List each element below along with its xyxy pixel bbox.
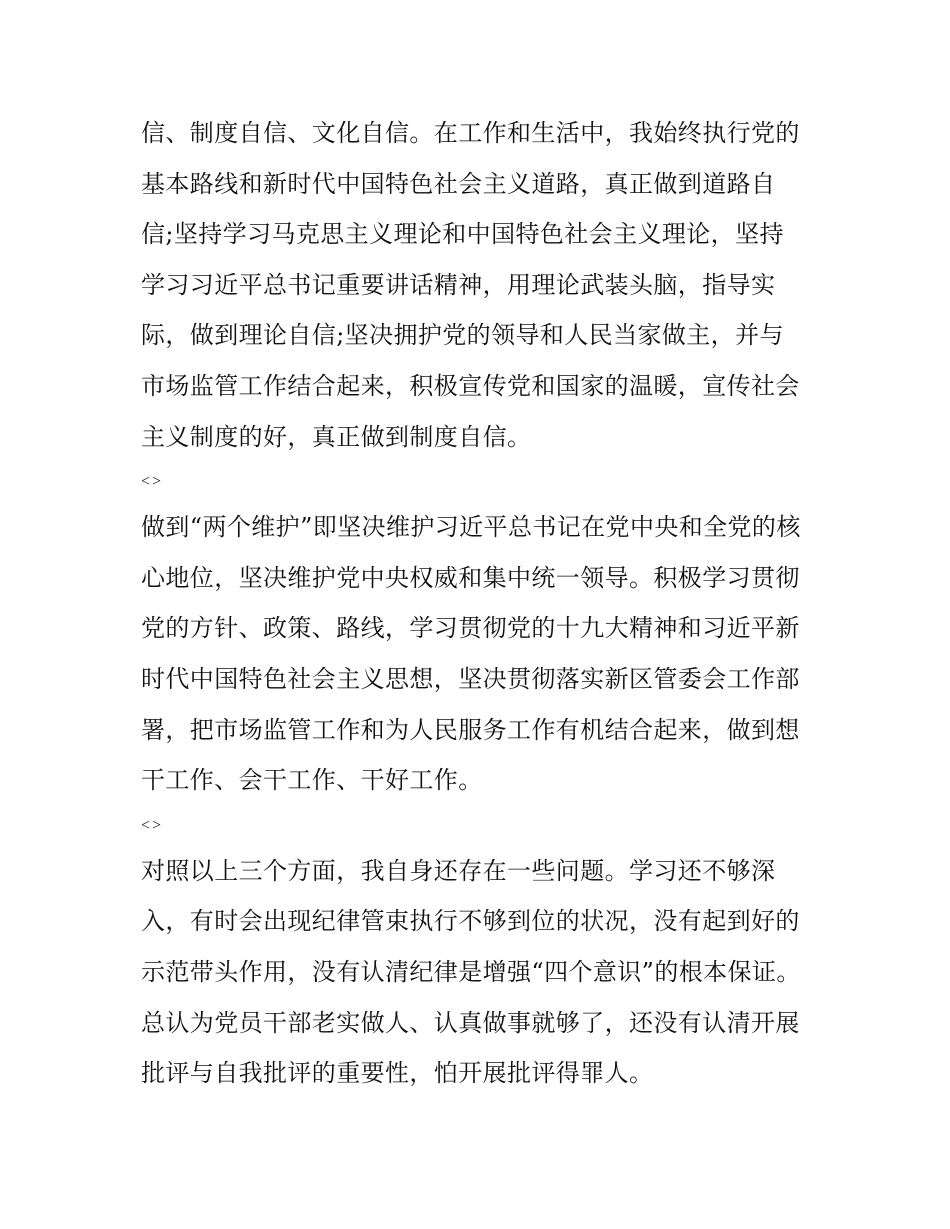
text-line: 署，把市场监管工作和为人民服务工作有机结合起来，做到想	[141, 715, 800, 744]
text-line: 信;坚持学习马克思主义理论和中国特色社会主义理论，坚持	[141, 220, 784, 249]
text-line: 主义制度的好，真正做到制度自信。	[141, 422, 532, 451]
text-line: 心地位，坚决维护党中央权威和集中统一领导。积极学习贯彻	[141, 563, 800, 592]
document-body	[141, 108, 821, 1099]
text-line: 对照以上三个方面，我自身还存在一些问题。学习还不够深	[141, 856, 776, 885]
text-line: 党的方针、政策、路线，学习贯彻党的十九大精神和习近平新	[141, 614, 800, 643]
text-line: 总认为党员干部老实做人、认真做事就够了，还没有认清开展	[141, 1008, 800, 1037]
text-line: 市场监管工作结合起来，积极宣传党和国家的温暖，宣传社会	[141, 371, 800, 400]
paragraph-2	[141, 502, 821, 806]
text-line: 学习习近平总书记重要讲话精神，用理论武装头脑，指导实	[141, 270, 776, 299]
text-line: 干工作、会干工作、干好工作。	[141, 766, 483, 795]
separator-marker: <>	[141, 816, 164, 834]
text-line: 批评与自我批评的重要性，怕开展批评得罪人。	[141, 1059, 654, 1088]
paragraph-3	[141, 846, 821, 1099]
paragraph-1	[141, 108, 821, 462]
text-line: 基本路线和新时代中国特色社会主义道路，真正做到道路自	[141, 169, 776, 198]
text-line: 入，有时会出现纪律管束执行不够到位的状况，没有起到好的	[141, 907, 800, 936]
text-line: 示范带头作用，没有认清纪律是增强“四个意识”的根本保证。	[141, 957, 801, 986]
text-line: 信、制度自信、文化自信。在工作和生活中，我始终执行党的	[141, 119, 800, 147]
text-line: 时代中国特色社会主义思想，坚决贯彻落实新区管委会工作部	[141, 664, 800, 693]
text-line: 际，做到理论自信;坚决拥护党的领导和人民当家做主，并与	[141, 321, 784, 350]
text-line: 做到“两个维护”即坚决维护习近平总书记在党中央和全党的核	[141, 513, 801, 542]
separator-marker: <>	[141, 473, 164, 491]
